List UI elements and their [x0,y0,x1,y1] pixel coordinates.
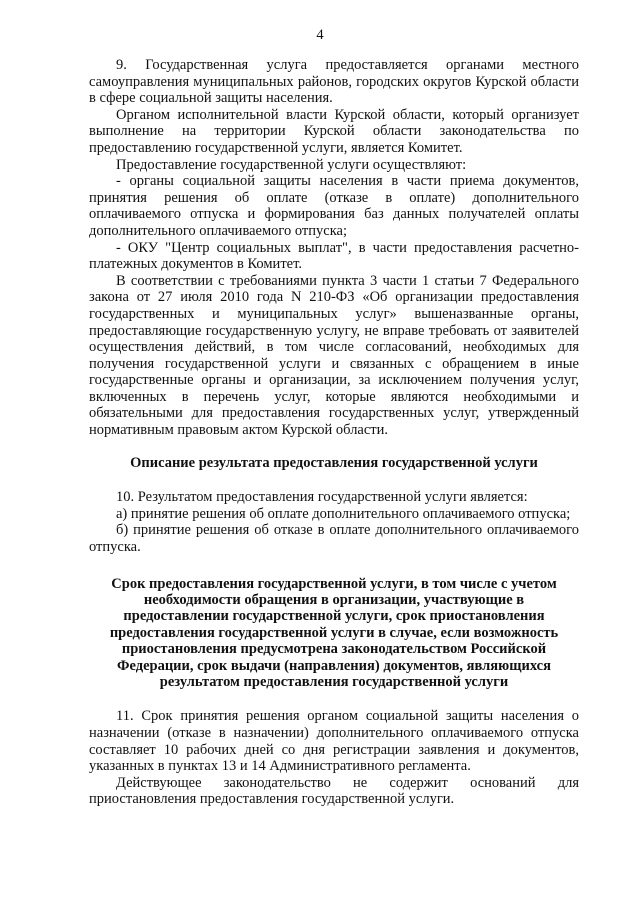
page-number: 4 [316,27,324,43]
paragraph-executive-body: Органом исполнительной власти Курской области, который организует выполнение на территории Курской области законодательства по предоставлению государственной услуги, является Комитет. [89,106,579,156]
paragraph-federal-law: В соответствии с требованиями пункта 3 части 1 статьи 7 Федерального закона от 27 июля 2010 года N 210-ФЗ «Об организации предоставления государственных и муниципальных услуг» вышеназванные органы, предоставляющие государственную услугу, не вправе требовать от заявителей осуществления действий, в том числе согласований, необходимых для получения государственной услуги и связанных с обращением в иные государственные органы и организации, за исключением получения услуг, включенных в перечень услуг, которые являются необходимыми и обязательными для предоставления государственных услуг, утвержденный нормативным правовым актом Курской области. [89,272,579,439]
paragraph-10-item-a: а) принятие решения об оплате дополнительного оплачиваемого отпуска; [116,505,571,522]
paragraph-providers-item-1: - органы социальной защиты населения в части приема документов, принятия решения об оплате (отказе в оплате) дополнительного оплачиваемого отпуска и формирования баз данных получателей оплаты дополнительного оплачиваемого отпуска; [89,173,579,239]
paragraph-10-item-b: б) принятие решения об отказе в оплате дополнительного оплачиваемого отпуска. [89,522,579,556]
paragraph-providers-item-2: - ОКУ "Центр социальных выплат", в части предоставления расчетно-платежных документов в Комитет. [89,239,579,273]
paragraph-11: 11. Срок принятия решения органом социальной защиты населения о назначении (отказе в назначении) дополнительного оплачиваемого отпуска составляет 10 рабочих дней со дня регистрации заявления и документов, указанных в пунктах 13 и 14 Административного регламента. [89,708,579,775]
paragraph-providers-intro: Предоставление государственной услуги осуществляют: [116,156,467,173]
paragraph-9: 9. Государственная услуга предоставляется органами местного самоуправления муниципальных районов, городских округов Курской области в сфере социальной защиты населения. [89,57,579,107]
document-body [89,57,579,808]
paragraph-no-suspension: Действующее законодательство не содержит оснований для приостановления предоставления государственной услуги. [89,774,579,808]
section-heading-result: Описание результата предоставления государственной услуги [130,454,538,471]
paragraph-10: 10. Результатом предоставления государственной услуги является: [116,489,528,506]
section-heading-term: Срок предоставления государственной услуги, в том числе с учетом необходимости обращения в организации, участвующие в предоставлении государственной услуги, срок приостановления предоставления государственной услуги в случае, если возможность приостановления предусмотрена законодательством Российской Федерации, срок выдачи (направления) документов, являющихся результатом предоставления государственной услуги [109,575,559,691]
